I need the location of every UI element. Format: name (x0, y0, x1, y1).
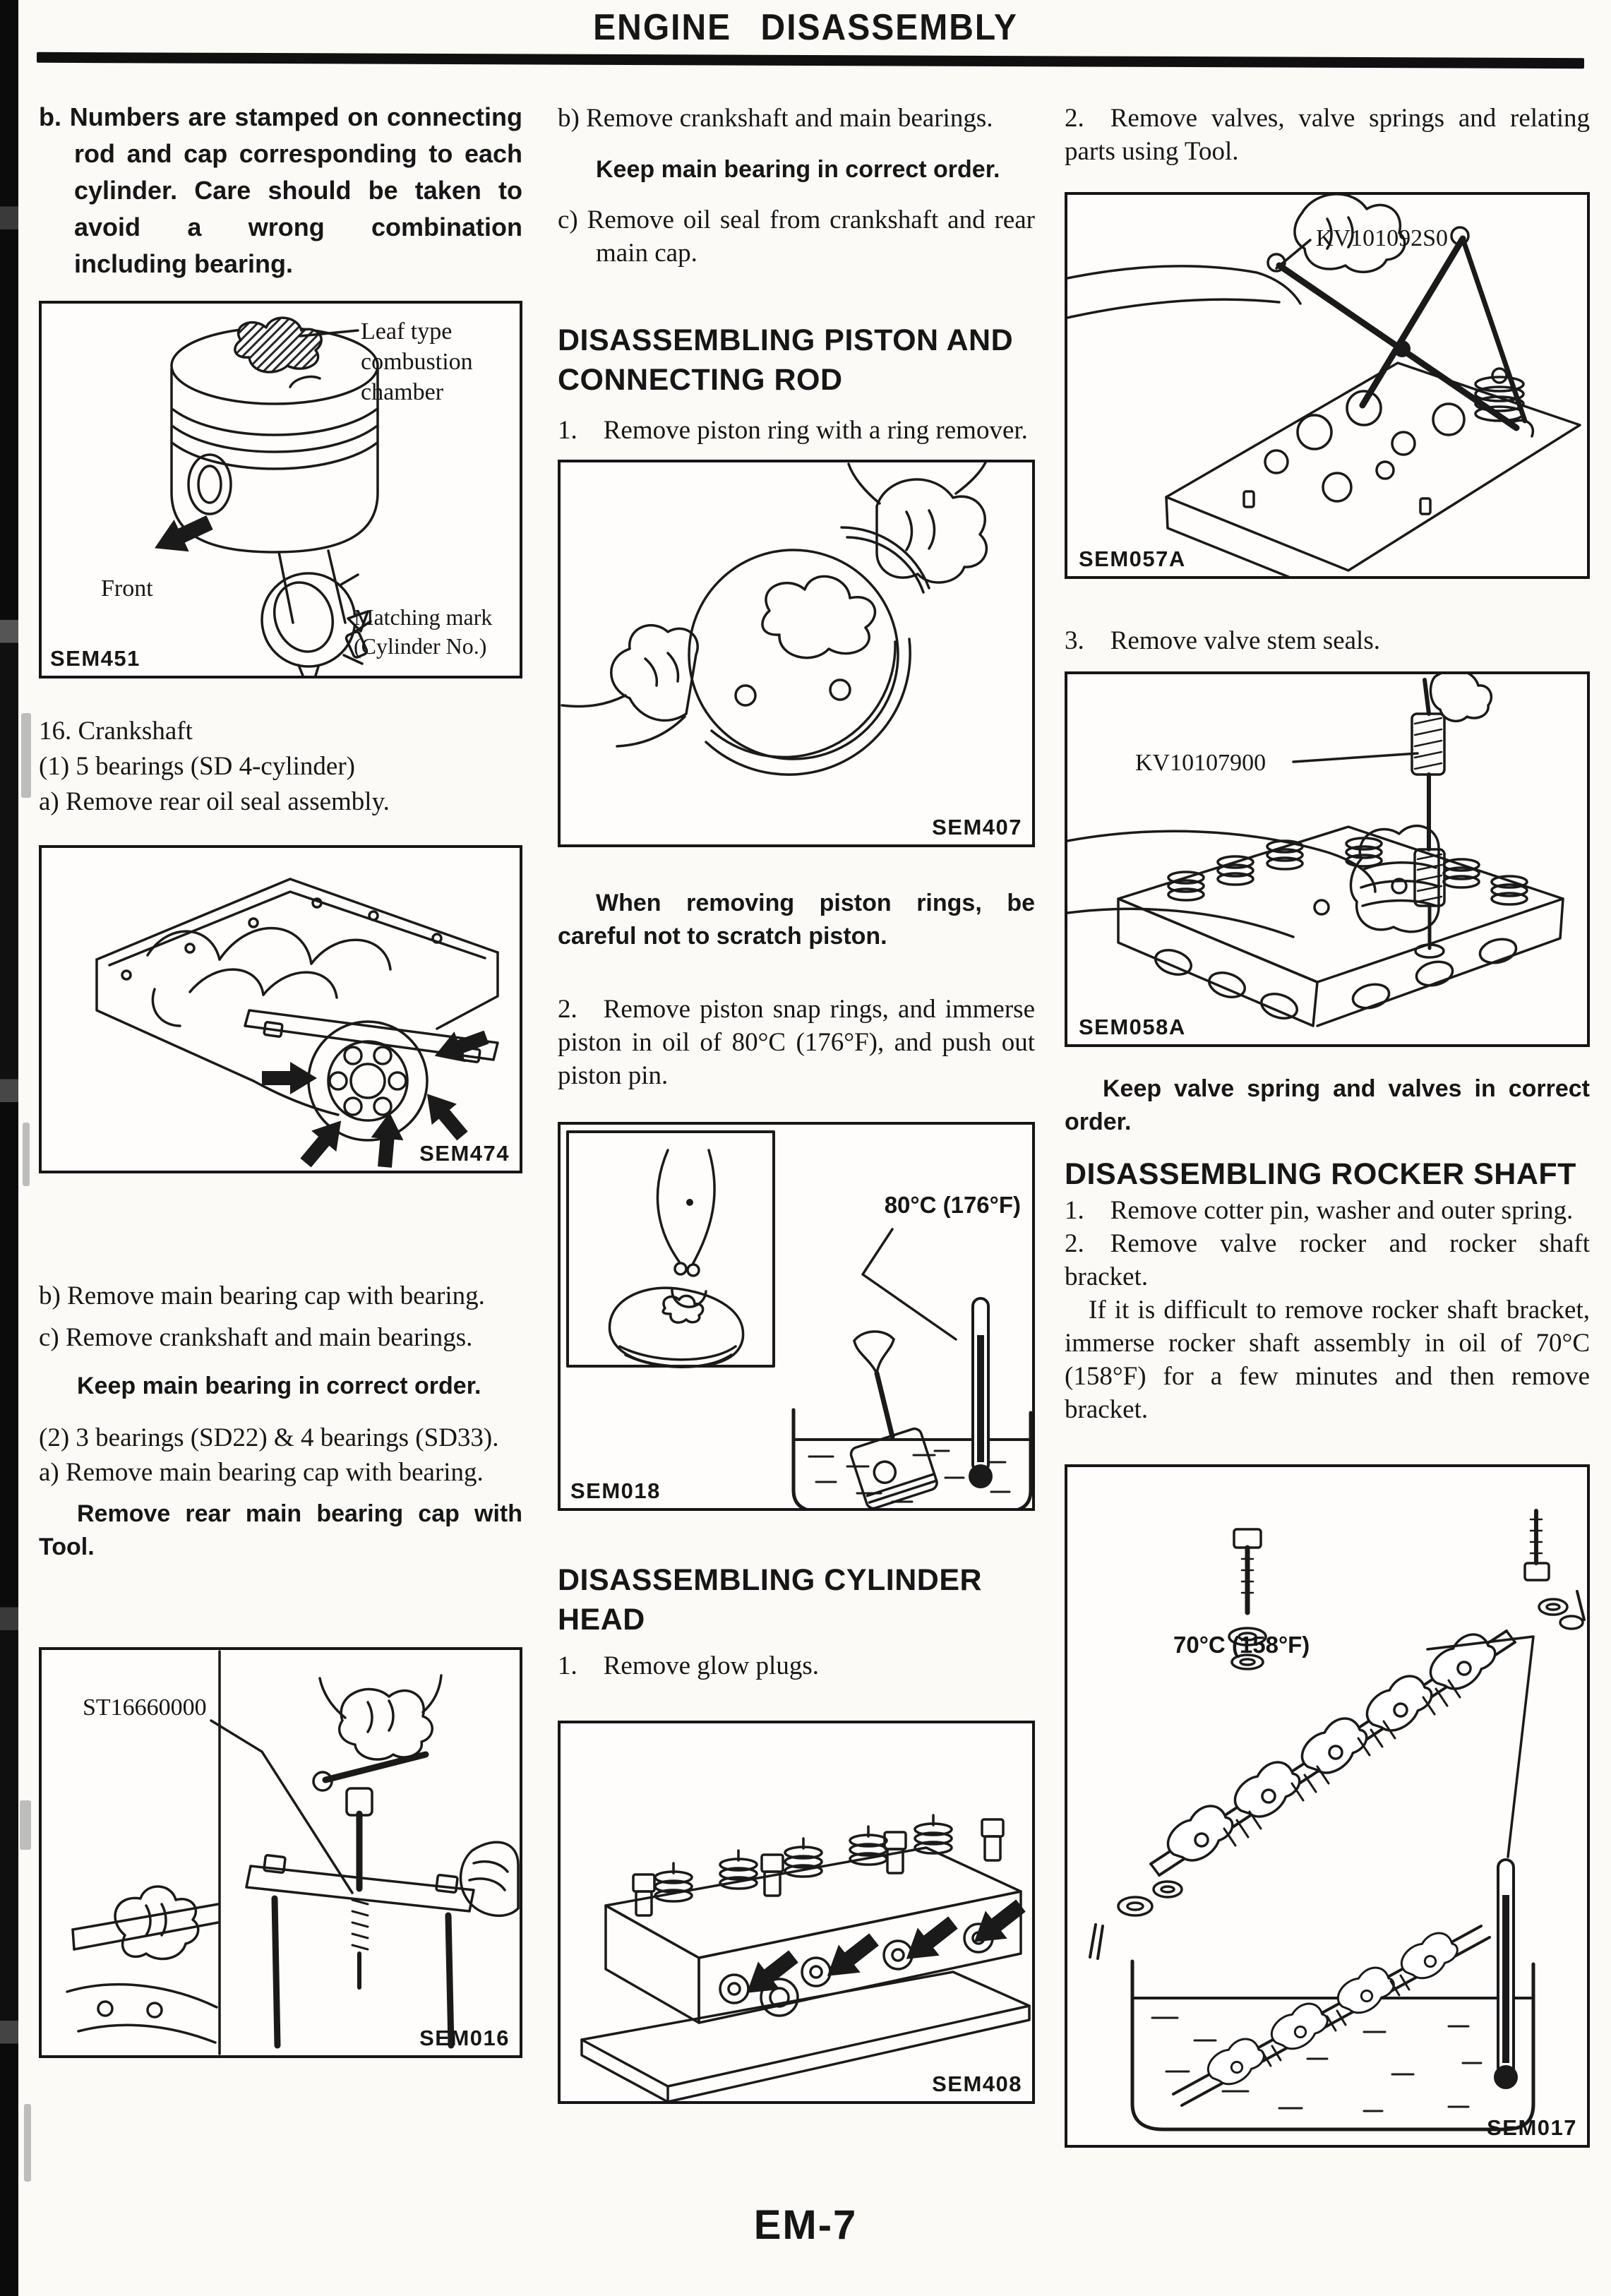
header-rule (37, 52, 1584, 68)
item-16-1a-oil-seal: a) Remove rear oil seal assembly. (39, 787, 390, 816)
figure-sem057a (1065, 192, 1590, 579)
page-title: ENGINE DISASSEMBLY (593, 7, 1018, 49)
step-remove-valves: 2. Remove valves, valve springs and relating parts using Tool. (1065, 104, 1590, 166)
scan-smudge (21, 713, 31, 798)
figure-code-sem058a: SEM058A (1079, 1015, 1186, 1039)
sem058a-stem-seal-art (1067, 674, 1587, 1044)
step-remove-cotter-pin: 1. Remove cotter pin, washer and outer spring. (1065, 1196, 1574, 1225)
heading-disassembling-cylhead: DISASSEMBLING CYLINDER HEAD (558, 1563, 983, 1637)
scan-edge-artifact (0, 0, 18, 2296)
item-2a-remove-cap: a) Remove main bearing cap with bearing. (39, 1458, 484, 1487)
right-column (1065, 92, 1590, 2148)
figure-sem408 (558, 1721, 1035, 2104)
figure-code-sem017: SEM017 (1487, 2115, 1577, 2140)
note-keep-valve-spring: Keep valve spring and valves in correct order. (1065, 1075, 1590, 1135)
step-remove-valve-rocker: 2. Remove valve rocker and rocker shaft bracket. (1065, 1229, 1590, 1291)
figure-code-sem016: SEM016 (419, 2026, 510, 2050)
item-c-remove-crankshaft: c) Remove crankshaft and main bearings. (39, 1323, 473, 1352)
figure-code-sem408: SEM408 (932, 2071, 1022, 2096)
item-16-1-bearings: (1) 5 bearings (SD 4-cylinder) (39, 752, 355, 781)
sem407-piston-ring-art (561, 462, 1032, 844)
figure-code-sem407: SEM407 (932, 815, 1022, 839)
label-front: Front (101, 575, 153, 602)
step-remove-piston-ring: 1. Remove piston ring with a ring remover. (558, 416, 1028, 445)
note-remove-rear-cap: Remove rear main bearing cap with Tool. (39, 1500, 522, 1560)
note-connecting-rod-numbers: b. Numbers are stamped on connecting rod and cap corresponding to each cylinder. Care should be taken to avoid a wrong combination including bearing. (39, 102, 522, 278)
step-remove-glow-plugs: 1. Remove glow plugs. (558, 1651, 819, 1680)
figure-sem018 (558, 1122, 1035, 1511)
figure-sem016 (39, 1647, 522, 2058)
item-c-remove-oil-seal: c) Remove oil seal from crankshaft and rear main cap. (558, 205, 1035, 268)
label-leaf-type-chamber: Leaf type combustion chamber (361, 318, 473, 405)
sem018-oil-bath-art (561, 1125, 1032, 1508)
note-keep-main-bearing: Keep main bearing in correct order. (596, 156, 1000, 183)
item-16-2-bearings: (2) 3 bearings (SD22) & 4 bearings (SD33). (39, 1423, 499, 1452)
figure-sem058a (1065, 671, 1590, 1047)
figure-code-sem018: SEM018 (570, 1478, 661, 1503)
note-careful-scratch: When removing piston rings, be careful not to scratch piston. (558, 890, 1035, 950)
label-tool-st16660000: ST16660000 (83, 1694, 207, 1721)
note-keep-main-bearing: Keep main bearing in correct order. (77, 1373, 481, 1399)
item-b-remove-crankshaft: b) Remove crankshaft and main bearings. (558, 104, 993, 133)
figure-sem407 (558, 460, 1035, 847)
label-temp-70c: 70°C (158°F) (1173, 1632, 1310, 1658)
label-tool-kv101092s0: KV101092S0 (1316, 225, 1449, 251)
sem408-cylinder-head-art (561, 1723, 1032, 2101)
left-column (39, 92, 522, 2058)
step-remove-snap-rings: 2. Remove piston snap rings, and immerse piston in oil of 80°C (176°F), and push out piston pin. (558, 995, 1035, 1090)
item-b-remove-cap: b) Remove main bearing cap with bearing. (39, 1281, 485, 1310)
figure-sem474 (39, 845, 522, 1173)
figure-sem451 (39, 301, 522, 678)
front-arrow-icon (147, 506, 217, 564)
scan-smudge (24, 2104, 31, 2182)
sem017-rocker-shaft-art (1067, 1467, 1587, 2145)
sem474-crankcase-art (42, 848, 520, 1171)
scan-smudge (20, 1800, 31, 1850)
figure-sem017 (1065, 1464, 1590, 2148)
middle-column (558, 92, 1035, 2104)
heading-disassembling-piston: DISASSEMBLING PISTON AND CONNECTING ROD (558, 323, 1014, 397)
step-remove-stem-seals: 3. Remove valve stem seals. (1065, 626, 1380, 655)
label-temp-80c: 80°C (176°F) (884, 1192, 1021, 1218)
scan-smudge (23, 1123, 30, 1186)
figure-code-sem451: SEM451 (50, 646, 140, 671)
para-difficult-bracket: If it is difficult to remove rocker shaft bracket, immerse rocker shaft assembly in oil of 70°C (158°F) for a few minutes and then remove bracket. (1065, 1296, 1590, 1424)
figure-code-sem057a: SEM057A (1079, 546, 1186, 571)
page-number: EM-7 (753, 2202, 858, 2248)
item-16-crankshaft: 16. Crankshaft (39, 717, 193, 746)
label-tool-kv10107900: KV10107900 (1135, 750, 1266, 776)
figure-code-sem474: SEM474 (419, 1141, 510, 1166)
heading-disassembling-rocker: DISASSEMBLING ROCKER SHAFT (1065, 1157, 1576, 1191)
label-matching-mark: Matching mark (Cylinder No.) (354, 604, 493, 659)
